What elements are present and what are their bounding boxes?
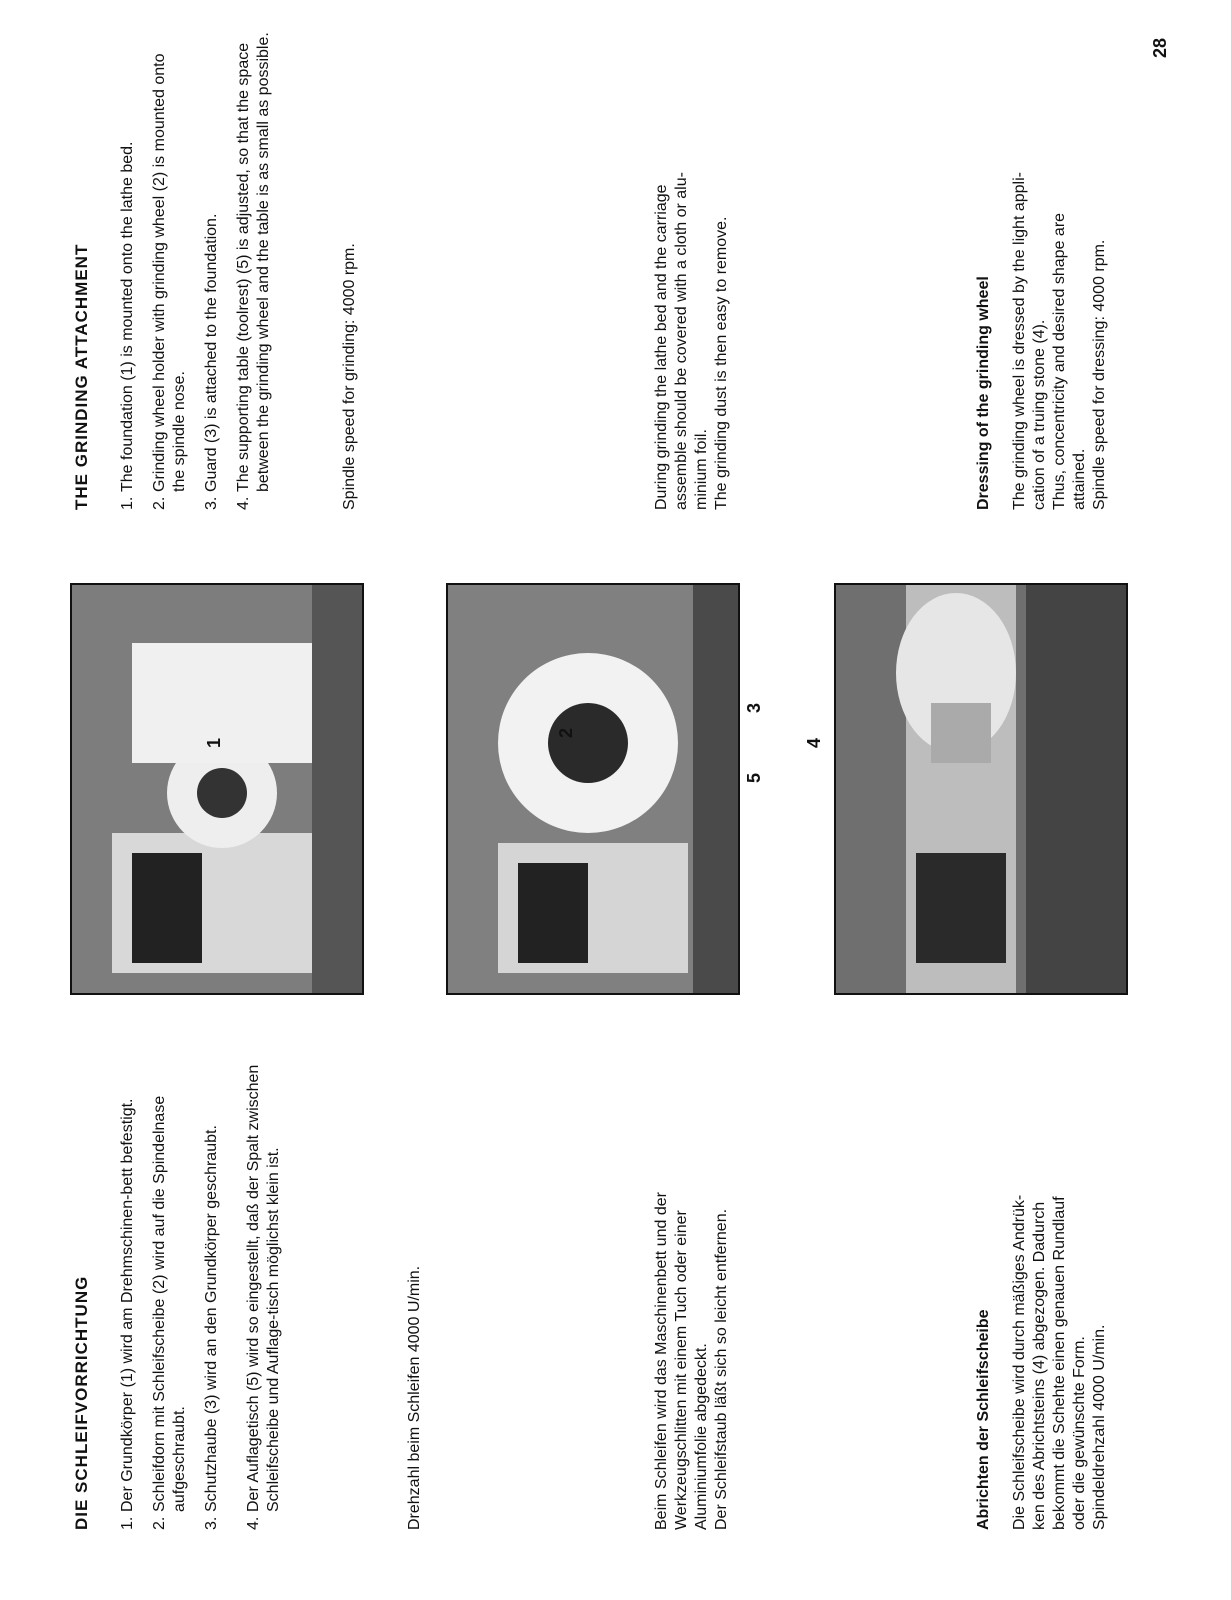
german-cover-line: Werkzeugschlitten mit einem Tuch oder einer: [673, 1210, 690, 1530]
english-steps: [118, 30, 274, 510]
german-dress-line: Spindeldrehzahl 4000 U/min.: [1091, 1324, 1108, 1530]
english-cover-line: assemble should be covered with a cloth or alu-: [673, 172, 690, 510]
german-dress-line: oder die gewünschte Form.: [1071, 1336, 1088, 1530]
photo-dressing: [804, 583, 1128, 995]
english-cover-line: minium foil.: [693, 429, 710, 510]
german-cover-line: Beim Schleifen wird das Maschinenbett und der: [653, 1192, 670, 1530]
list-item: 1. The foundation (1) is mounted onto the lathe bed.: [119, 141, 136, 510]
english-cover-line: During grinding the lathe bed and the carriage: [653, 184, 670, 510]
german-cover-line: Aluminiumfolie abgedeckt.: [693, 1343, 710, 1530]
english-dress-line: cation of a truing stone (4).: [1031, 319, 1048, 510]
english-title: THE GRINDING ATTACHMENT: [72, 243, 91, 510]
german-dress-line: Die Schleifscheibe wird durch mäßiges Andrük-: [1011, 1194, 1028, 1530]
english-dress-line: attained.: [1071, 448, 1088, 510]
callout-label: 2: [556, 727, 576, 738]
list-item: 2. Grinding wheel holder with grinding wheel (2) is mounted onto the spindle nose.: [151, 53, 188, 510]
english-dress-title: Dressing of the grinding wheel: [975, 276, 992, 510]
german-title: DIE SCHLEIFVORRICHTUNG: [72, 1275, 91, 1530]
english-speed: Spindle speed for grinding: 4000 rpm.: [341, 243, 358, 510]
callout-label: 1: [204, 737, 224, 748]
list-item: 2. Schleifdorn mit Schleifscheibe (2) wird auf die Spindelnase aufgeschraubt.: [151, 1095, 188, 1530]
list-item: 3. Guard (3) is attached to the foundation.: [203, 213, 220, 510]
german-dress-line: ken des Abrichtsteins (4) abgezogen. Dadurch: [1031, 1201, 1048, 1530]
callout-label: 4: [804, 737, 824, 748]
callout-label: 5: [744, 772, 764, 783]
german-dress-title: Abrichten der Schleifscheibe: [975, 1309, 992, 1530]
list-item: 4. The supporting table (toolrest) (5) is adjusted, so that the space between the grinding wheel and the table is as small as possible.: [235, 32, 272, 510]
english-dress-line: Thus, concentricity and desired shape are: [1051, 212, 1068, 510]
page-number: 28: [1150, 37, 1170, 58]
german-speed: Drehzahl beim Schleifen 4000 U/min.: [406, 1265, 423, 1530]
english-dress-line: Spindle speed for dressing: 4000 rpm.: [1091, 239, 1108, 510]
callout-label: 3: [744, 702, 764, 713]
list-item: 4. Der Auflagetisch (5) wird so eingestellt, daß der Spalt zwischen Schleifscheibe und Auflage-tisch möglichst klein ist.: [245, 1064, 282, 1530]
german-cover-line: Der Schleifstaub läßt sich so leicht entfernen.: [713, 1208, 730, 1530]
english-dress-line: The grinding wheel is dressed by the light appli-: [1011, 172, 1028, 510]
german-dress-line: bekommt die Schehte einen genauen Rundlauf: [1051, 1196, 1068, 1530]
list-item: 3. Schutzhaube (3) wird an den Grundkörper geschraubt.: [203, 1125, 220, 1530]
photo-foundation: [70, 583, 364, 995]
english-cover-line: The grinding dust is then easy to remove.: [713, 216, 730, 510]
photo-wheel-guard: [446, 583, 764, 995]
german-steps: [118, 990, 284, 1530]
list-item: 1. Der Grundkörper (1) wird am Drehmschinen-bett befestigt.: [119, 1098, 136, 1530]
